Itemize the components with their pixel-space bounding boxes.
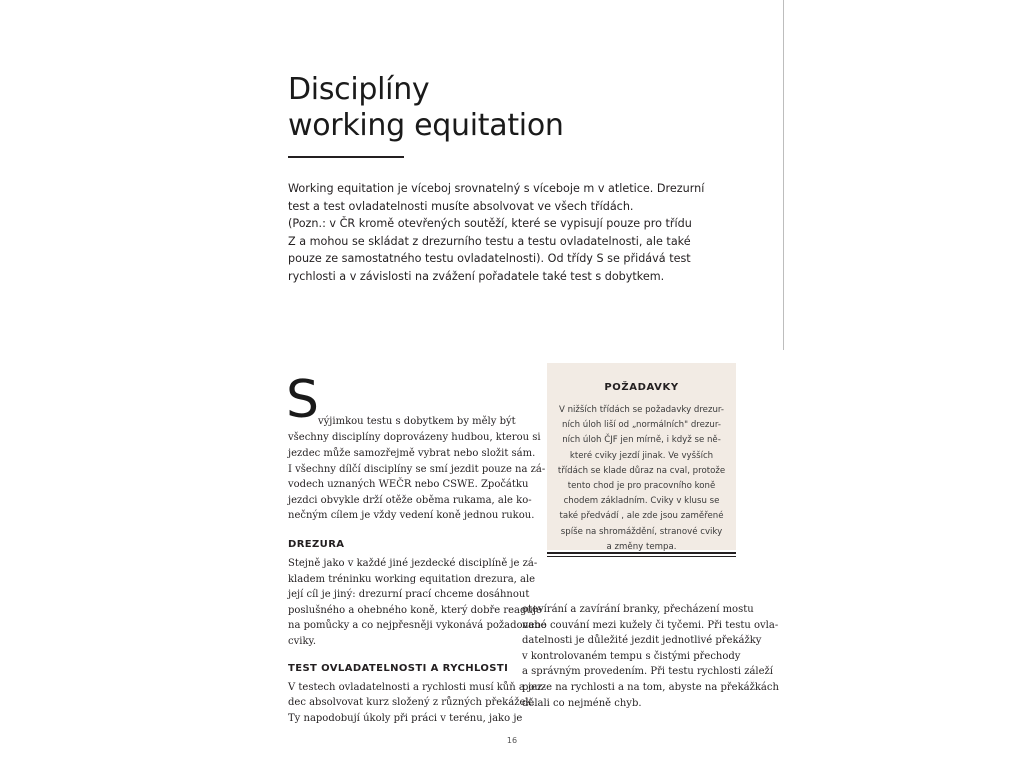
lead-line: nečným cílem je vždy vedení koně jednou rukou. <box>288 510 535 522</box>
left-column <box>286 370 547 726</box>
sidebar-bottom-rule-thin <box>547 556 736 557</box>
sidebar-title: POŽADAVKY <box>604 382 679 393</box>
right-column-line: datelnosti je důležité jezdit jednotlivé překážky <box>522 635 762 647</box>
drezura-line: na pomůcky a co nejpřesněji vykonává požadované <box>288 620 547 632</box>
sidebar-line: ních úloh liší od „normálních" drezur- <box>562 420 721 431</box>
drezura-line: její cíl je jiný: drezurní prací chceme dosáhnout <box>288 589 530 601</box>
section-heading-test: TEST OVLADATELNOSTI A RYCHLOSTI <box>288 662 509 674</box>
lead-paragraph <box>288 446 546 524</box>
intro-line: Working equitation je víceboj srovnatelný s víceboje m v atletice. Drezurní <box>288 182 705 195</box>
lead-line: I všechny dílčí disciplíny se smí jezdit pouze na zá- <box>288 463 546 475</box>
sidebar-line: spíše na shromáždění, stranové cviky <box>560 526 723 537</box>
sidebar-line: chodem základním. Cviky v klusu se <box>563 496 720 507</box>
sidebar-text <box>547 403 736 555</box>
intro-line: pouze ze samostatného testu ovladatelnosti). Od třídy S se přidává test <box>288 252 691 266</box>
sidebar-line: také předvádí , ale zde jsou zaměřené <box>559 511 724 522</box>
drezura-line: poslušného a ohebného koně, který dobře reaguje <box>288 604 542 616</box>
intro-line: rychlosti a v závislosti na zvážení pořadatele také test s dobytkem. <box>288 269 665 283</box>
lead-line: jezdci obvykle drží otěže oběma rukama, ale ko- <box>288 494 532 506</box>
lead-line: vodech uznaných WEČR nebo CSWE. Zpočátku <box>288 479 529 491</box>
drezura-line: Stejně jako v každé jiné jezdecké disciplíně je zá- <box>288 557 538 569</box>
sidebar-bottom-rule <box>547 552 736 554</box>
sidebar-line: ních úloh ČJF jen mírně, i když se ně- <box>562 435 721 446</box>
sidebar-line: které cviky jezdí jinak. Ve vyšších <box>569 450 714 461</box>
sidebar-line: a změny tempa. <box>606 541 677 552</box>
lead-line: všechny disciplíny doprovázeny hudbou, kterou si <box>288 432 541 443</box>
lead-second-line-wrap <box>288 430 541 446</box>
page-number: 16 <box>506 736 518 745</box>
right-column-line: pouze na rychlosti a na tom, abyste na překážkách <box>522 681 779 693</box>
intro-line: test a test ovladatelnosti musíte absolvovat ve všech třídách. <box>288 199 634 213</box>
intro-paragraph <box>288 180 758 286</box>
test-paragraph <box>288 680 546 727</box>
lead-first-line-wrap <box>318 414 516 430</box>
right-column-line: otevírání a zavírání branky, přecházení mostu <box>522 604 754 615</box>
test-line: V testech ovladatelnosti a rychlosti musí kůň a jez- <box>288 681 546 693</box>
sidebar-line: tento chod je pro pracovního koně <box>567 481 716 492</box>
title-line: Disciplíny <box>288 72 430 107</box>
intro-line: (Pozn.: v ČR kromě otevřených soutěží, které se vypisují pouze pro třídu <box>288 217 692 231</box>
drezura-line: kladem tréninku working equitation drezura, ale <box>288 573 536 585</box>
title-line: working equitation <box>288 108 564 143</box>
sidebar-line: třídách se klade důraz na cval, protože <box>557 465 726 476</box>
sidebar-line: V nižších třídách se požadavky drezur- <box>558 405 725 415</box>
right-column-line: a správným provedením. Při testu rychlosti záleží <box>522 666 774 678</box>
right-column-line: dělali co nejméně chyb. <box>522 697 642 709</box>
section-heading-drezura: DREZURA <box>288 538 345 550</box>
lead-paragraph-start <box>286 370 541 456</box>
test-line: Ty napodobují úkoly při práci v terénu, jako je <box>288 712 523 724</box>
title-underline <box>288 156 404 158</box>
page-title <box>288 72 748 144</box>
test-line: dec absolvovat kurz složený z různých překážek. <box>288 697 535 709</box>
intro-line: Z a mohou se skládat z drezurního testu a testu ovladatelnosti, ale také <box>288 234 691 248</box>
lead-line: jezdec může samozřejmě vybrat nebo složit sám. <box>288 448 536 459</box>
drezura-paragraph <box>288 556 547 650</box>
page-edge-line <box>783 0 784 350</box>
drop-cap: S <box>286 370 320 430</box>
lead-first-line: výjimkou testu s dobytkem by měly být <box>318 416 516 427</box>
right-column-line: nebo couvání mezi kužely či tyčemi. Při testu ovla- <box>522 619 779 631</box>
drezura-line: cviky. <box>288 635 317 647</box>
right-column <box>522 602 779 711</box>
right-column-line: v kontrolovaném tempu s čistými přechody <box>522 650 741 662</box>
